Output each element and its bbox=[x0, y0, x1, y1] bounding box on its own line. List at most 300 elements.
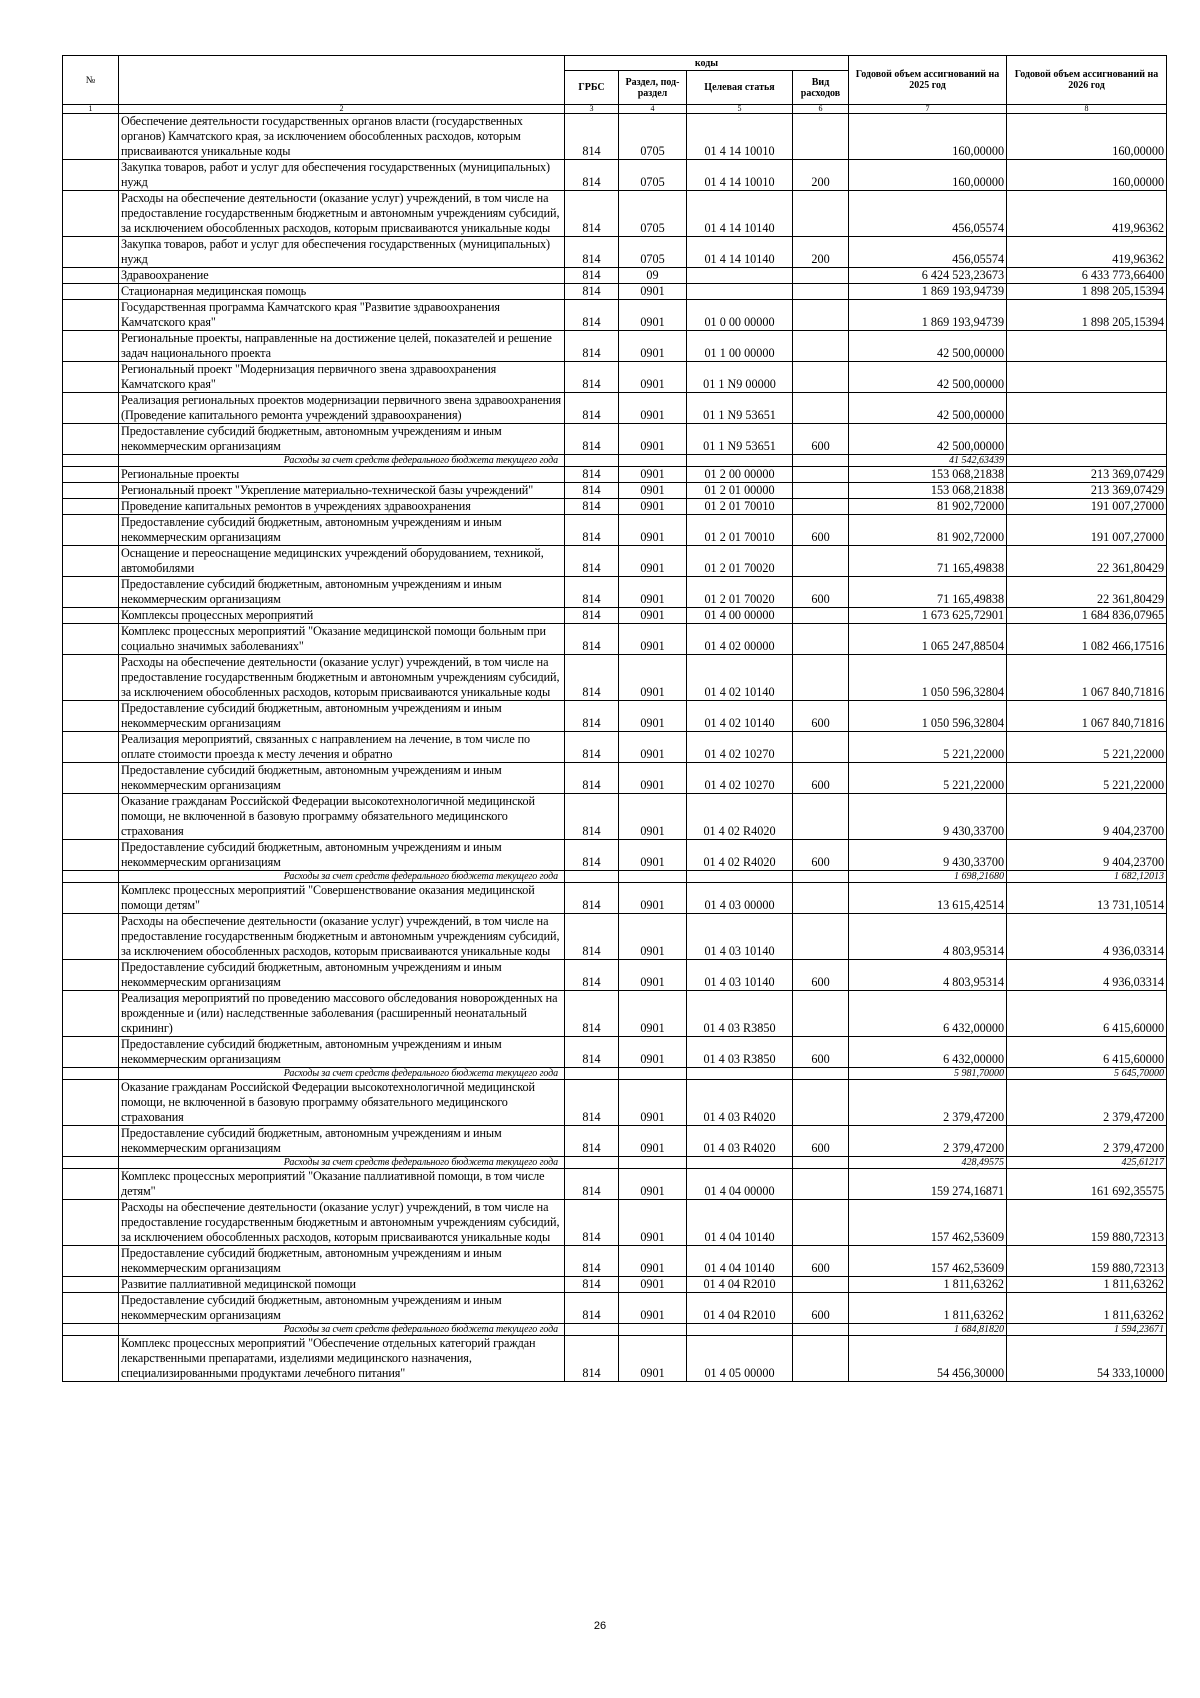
cell-number bbox=[63, 191, 119, 237]
table-row bbox=[63, 883, 1167, 914]
table-row bbox=[63, 160, 1167, 191]
cell-name: Развитие паллиативной медицинской помощи bbox=[119, 1277, 565, 1293]
cell-volume-2026: 1 684 836,07965 bbox=[1007, 608, 1167, 624]
cell-volume-2026: 5 221,22000 bbox=[1007, 732, 1167, 763]
cell-target-article: 01 4 02 10270 bbox=[687, 732, 793, 763]
cell-expense-type: 600 bbox=[793, 424, 849, 455]
cell-number bbox=[63, 883, 119, 914]
table-row bbox=[63, 546, 1167, 577]
cell-section: 0901 bbox=[619, 1037, 687, 1068]
cell-number bbox=[63, 331, 119, 362]
cell-volume-2026: 6 415,60000 bbox=[1007, 1037, 1167, 1068]
table-row bbox=[63, 300, 1167, 331]
cell-section: 0901 bbox=[619, 515, 687, 546]
cell-name: Оказание гражданам Российской Федерации высокотехнологичной медицинской помощи, не включенной в базовую программу обязательного медицинского страхования bbox=[119, 1080, 565, 1126]
cell-volume-2025: 42 500,00000 bbox=[849, 331, 1007, 362]
cell-volume-2025: 1 811,63262 bbox=[849, 1293, 1007, 1324]
cell-target-article: 01 1 N9 00000 bbox=[687, 362, 793, 393]
header-section: Раздел, под-раздел bbox=[619, 71, 687, 105]
cell-grbs: 814 bbox=[565, 883, 619, 914]
cell-volume-2025: 81 902,72000 bbox=[849, 499, 1007, 515]
cell-volume-2026: 1 811,63262 bbox=[1007, 1277, 1167, 1293]
cell-volume-2026: 160,00000 bbox=[1007, 114, 1167, 160]
cell-section: 0901 bbox=[619, 1277, 687, 1293]
cell-section: 0901 bbox=[619, 701, 687, 732]
cell-expense-type bbox=[793, 871, 849, 883]
cell-volume-2026 bbox=[1007, 331, 1167, 362]
cell-volume-2026 bbox=[1007, 362, 1167, 393]
cell-grbs: 814 bbox=[565, 393, 619, 424]
cell-number bbox=[63, 546, 119, 577]
cell-grbs: 814 bbox=[565, 655, 619, 701]
cell-expense-type bbox=[793, 191, 849, 237]
column-number: 1 bbox=[63, 105, 119, 114]
cell-name: Государственная программа Камчатского края "Развитие здравоохранения Камчатского края" bbox=[119, 300, 565, 331]
cell-expense-type: 600 bbox=[793, 960, 849, 991]
cell-number bbox=[63, 1157, 119, 1169]
cell-volume-2025: 1 065 247,88504 bbox=[849, 624, 1007, 655]
cell-section bbox=[619, 1157, 687, 1169]
cell-volume-2025: 4 803,95314 bbox=[849, 914, 1007, 960]
cell-number bbox=[63, 1277, 119, 1293]
cell-section: 0901 bbox=[619, 424, 687, 455]
cell-name: Предоставление субсидий бюджетным, автономным учреждениям и иным некоммерческим организациям bbox=[119, 1293, 565, 1324]
column-number: 2 bbox=[119, 105, 565, 114]
cell-volume-2025: 4 803,95314 bbox=[849, 960, 1007, 991]
cell-section: 0705 bbox=[619, 114, 687, 160]
cell-number bbox=[63, 483, 119, 499]
cell-volume-2026: 213 369,07429 bbox=[1007, 483, 1167, 499]
cell-target-article: 01 4 02 10140 bbox=[687, 655, 793, 701]
cell-number bbox=[63, 393, 119, 424]
cell-grbs: 814 bbox=[565, 1126, 619, 1157]
cell-grbs: 814 bbox=[565, 467, 619, 483]
cell-number bbox=[63, 1068, 119, 1080]
cell-volume-2026: 213 369,07429 bbox=[1007, 467, 1167, 483]
cell-expense-type bbox=[793, 331, 849, 362]
cell-target-article: 01 2 01 70020 bbox=[687, 546, 793, 577]
cell-expense-type: 600 bbox=[793, 1293, 849, 1324]
cell-volume-2025: 6 432,00000 bbox=[849, 1037, 1007, 1068]
cell-grbs bbox=[565, 1157, 619, 1169]
cell-volume-2026 bbox=[1007, 455, 1167, 467]
cell-grbs: 814 bbox=[565, 546, 619, 577]
cell-section bbox=[619, 455, 687, 467]
cell-grbs: 814 bbox=[565, 515, 619, 546]
cell-expense-type bbox=[793, 483, 849, 499]
cell-expense-type bbox=[793, 467, 849, 483]
cell-volume-2026: 159 880,72313 bbox=[1007, 1246, 1167, 1277]
cell-section: 0901 bbox=[619, 499, 687, 515]
cell-name: Предоставление субсидий бюджетным, автономным учреждениям и иным некоммерческим организациям bbox=[119, 1037, 565, 1068]
cell-volume-2026: 419,96362 bbox=[1007, 237, 1167, 268]
table-row bbox=[63, 1200, 1167, 1246]
cell-number bbox=[63, 701, 119, 732]
cell-grbs: 814 bbox=[565, 362, 619, 393]
table-row bbox=[63, 840, 1167, 871]
cell-grbs: 814 bbox=[565, 1336, 619, 1382]
cell-volume-2026: 6 433 773,66400 bbox=[1007, 268, 1167, 284]
cell-name: Региональные проекты, направленные на достижение целей, показателей и решение задач национального проекта bbox=[119, 331, 565, 362]
cell-number bbox=[63, 1246, 119, 1277]
cell-number bbox=[63, 1037, 119, 1068]
table-row bbox=[63, 624, 1167, 655]
cell-name: Комплекс процессных мероприятий "Оказание паллиативной помощи, в том числе детям" bbox=[119, 1169, 565, 1200]
cell-name: Расходы за счет средств федерального бюджета текущего года bbox=[119, 1068, 565, 1080]
table-row bbox=[63, 914, 1167, 960]
cell-expense-type: 600 bbox=[793, 1126, 849, 1157]
cell-number bbox=[63, 455, 119, 467]
cell-volume-2026: 5 221,22000 bbox=[1007, 763, 1167, 794]
cell-volume-2026: 419,96362 bbox=[1007, 191, 1167, 237]
column-number-row bbox=[63, 105, 1167, 114]
cell-expense-type: 600 bbox=[793, 515, 849, 546]
cell-volume-2026: 1 594,23671 bbox=[1007, 1324, 1167, 1336]
cell-number bbox=[63, 300, 119, 331]
cell-volume-2025: 41 542,63439 bbox=[849, 455, 1007, 467]
table-row bbox=[63, 483, 1167, 499]
cell-volume-2025: 71 165,49838 bbox=[849, 546, 1007, 577]
cell-name: Расходы на обеспечение деятельности (оказание услуг) учреждений, в том числе на предоставление государственным бюджетным и автономным учреждениям субсидий, за исключением обособленных расходов, которым присваиваются уникальные коды bbox=[119, 914, 565, 960]
cell-number bbox=[63, 960, 119, 991]
cell-section: 0901 bbox=[619, 284, 687, 300]
cell-name: Стационарная медицинская помощь bbox=[119, 284, 565, 300]
cell-volume-2026: 1 082 466,17516 bbox=[1007, 624, 1167, 655]
budget-table bbox=[62, 55, 1167, 1382]
cell-grbs: 814 bbox=[565, 840, 619, 871]
cell-grbs: 814 bbox=[565, 991, 619, 1037]
cell-name: Закупка товаров, работ и услуг для обеспечения государственных (муниципальных) нужд bbox=[119, 237, 565, 268]
cell-target-article: 01 1 00 00000 bbox=[687, 331, 793, 362]
cell-target-article: 01 4 02 R4020 bbox=[687, 794, 793, 840]
cell-number bbox=[63, 624, 119, 655]
cell-section: 0901 bbox=[619, 840, 687, 871]
page-number: 26 bbox=[593, 1620, 607, 1632]
cell-expense-type bbox=[793, 1336, 849, 1382]
cell-expense-type bbox=[793, 1169, 849, 1200]
cell-target-article: 01 4 03 R3850 bbox=[687, 1037, 793, 1068]
table-row bbox=[63, 284, 1167, 300]
cell-expense-type bbox=[793, 914, 849, 960]
federal-budget-row bbox=[63, 1157, 1167, 1169]
cell-name: Предоставление субсидий бюджетным, автономным учреждениям и иным некоммерческим организациям bbox=[119, 424, 565, 455]
table-body bbox=[63, 114, 1167, 1382]
cell-volume-2025: 5 981,70000 bbox=[849, 1068, 1007, 1080]
header-volume-2026: Годовой объем ассигнований на 2026 год bbox=[1007, 56, 1167, 105]
cell-volume-2025: 1 811,63262 bbox=[849, 1277, 1007, 1293]
federal-budget-row bbox=[63, 871, 1167, 883]
cell-name: Региональный проект "Укрепление материально-технической базы учреждений" bbox=[119, 483, 565, 499]
table-row bbox=[63, 763, 1167, 794]
cell-name: Обеспечение деятельности государственных органов власти (государственных органов) Камчатского края, за исключением обособленных расходов, которым присваиваются уникальные коды bbox=[119, 114, 565, 160]
table-row bbox=[63, 608, 1167, 624]
cell-volume-2025: 81 902,72000 bbox=[849, 515, 1007, 546]
cell-section bbox=[619, 1324, 687, 1336]
table-row bbox=[63, 499, 1167, 515]
cell-target-article: 01 2 01 70010 bbox=[687, 499, 793, 515]
cell-section: 0901 bbox=[619, 1169, 687, 1200]
cell-volume-2025: 5 221,22000 bbox=[849, 763, 1007, 794]
cell-section bbox=[619, 1068, 687, 1080]
cell-number bbox=[63, 1324, 119, 1336]
table-row bbox=[63, 1080, 1167, 1126]
cell-target-article: 01 0 00 00000 bbox=[687, 300, 793, 331]
cell-name: Расходы за счет средств федерального бюджета текущего года bbox=[119, 1324, 565, 1336]
cell-section: 0901 bbox=[619, 914, 687, 960]
cell-number bbox=[63, 577, 119, 608]
cell-volume-2026: 22 361,80429 bbox=[1007, 577, 1167, 608]
cell-expense-type: 200 bbox=[793, 160, 849, 191]
cell-target-article bbox=[687, 455, 793, 467]
cell-section: 0705 bbox=[619, 237, 687, 268]
cell-section: 0901 bbox=[619, 883, 687, 914]
cell-name: Комплекс процессных мероприятий "Совершенствование оказания медицинской помощи детям" bbox=[119, 883, 565, 914]
cell-volume-2026: 191 007,27000 bbox=[1007, 499, 1167, 515]
cell-target-article bbox=[687, 268, 793, 284]
cell-target-article: 01 4 04 10140 bbox=[687, 1200, 793, 1246]
cell-section: 0901 bbox=[619, 763, 687, 794]
cell-section: 0901 bbox=[619, 794, 687, 840]
federal-budget-row bbox=[63, 1068, 1167, 1080]
cell-grbs: 814 bbox=[565, 701, 619, 732]
table-row bbox=[63, 1169, 1167, 1200]
cell-expense-type bbox=[793, 991, 849, 1037]
cell-volume-2026: 191 007,27000 bbox=[1007, 515, 1167, 546]
cell-target-article: 01 4 03 R4020 bbox=[687, 1126, 793, 1157]
cell-volume-2025: 1 869 193,94739 bbox=[849, 284, 1007, 300]
cell-target-article: 01 4 14 10010 bbox=[687, 114, 793, 160]
cell-target-article: 01 1 N9 53651 bbox=[687, 393, 793, 424]
table-row bbox=[63, 268, 1167, 284]
cell-target-article: 01 4 05 00000 bbox=[687, 1336, 793, 1382]
cell-volume-2025: 153 068,21838 bbox=[849, 467, 1007, 483]
cell-target-article bbox=[687, 1157, 793, 1169]
table-row bbox=[63, 114, 1167, 160]
cell-number bbox=[63, 160, 119, 191]
cell-name: Реализация мероприятий, связанных с направлением на лечение, в том числе по оплате стоимости проезда к месту лечения и обратно bbox=[119, 732, 565, 763]
cell-number bbox=[63, 1336, 119, 1382]
cell-grbs: 814 bbox=[565, 499, 619, 515]
federal-budget-row bbox=[63, 455, 1167, 467]
table-row bbox=[63, 1246, 1167, 1277]
cell-name: Предоставление субсидий бюджетным, автономным учреждениям и иным некоммерческим организациям bbox=[119, 960, 565, 991]
cell-number bbox=[63, 732, 119, 763]
cell-target-article: 01 2 01 70010 bbox=[687, 515, 793, 546]
cell-grbs: 814 bbox=[565, 268, 619, 284]
cell-expense-type bbox=[793, 546, 849, 577]
cell-volume-2026 bbox=[1007, 393, 1167, 424]
cell-expense-type bbox=[793, 1068, 849, 1080]
cell-name: Реализация региональных проектов модернизации первичного звена здравоохранения (Проведение капитального ремонта учреждений здравоохранения) bbox=[119, 393, 565, 424]
cell-section: 0901 bbox=[619, 624, 687, 655]
cell-volume-2026: 425,61217 bbox=[1007, 1157, 1167, 1169]
cell-target-article: 01 4 03 R4020 bbox=[687, 1080, 793, 1126]
cell-name: Предоставление субсидий бюджетным, автономным учреждениям и иным некоммерческим организациям bbox=[119, 701, 565, 732]
cell-number bbox=[63, 515, 119, 546]
cell-expense-type bbox=[793, 362, 849, 393]
cell-volume-2025: 160,00000 bbox=[849, 114, 1007, 160]
table-row bbox=[63, 701, 1167, 732]
cell-section: 0901 bbox=[619, 393, 687, 424]
cell-section: 0901 bbox=[619, 1126, 687, 1157]
cell-target-article bbox=[687, 871, 793, 883]
cell-volume-2026: 5 645,70000 bbox=[1007, 1068, 1167, 1080]
cell-expense-type bbox=[793, 655, 849, 701]
cell-volume-2025: 456,05574 bbox=[849, 191, 1007, 237]
cell-expense-type bbox=[793, 624, 849, 655]
cell-volume-2025: 159 274,16871 bbox=[849, 1169, 1007, 1200]
cell-expense-type: 600 bbox=[793, 701, 849, 732]
cell-grbs: 814 bbox=[565, 331, 619, 362]
table-row bbox=[63, 191, 1167, 237]
cell-grbs: 814 bbox=[565, 608, 619, 624]
cell-grbs bbox=[565, 1068, 619, 1080]
cell-name: Проведение капитальных ремонтов в учреждениях здравоохранения bbox=[119, 499, 565, 515]
cell-grbs: 814 bbox=[565, 577, 619, 608]
cell-target-article bbox=[687, 1324, 793, 1336]
table-row bbox=[63, 794, 1167, 840]
cell-volume-2025: 1 673 625,72901 bbox=[849, 608, 1007, 624]
cell-expense-type bbox=[793, 883, 849, 914]
cell-volume-2026: 1 898 205,15394 bbox=[1007, 284, 1167, 300]
cell-volume-2025: 2 379,47200 bbox=[849, 1080, 1007, 1126]
cell-target-article bbox=[687, 1068, 793, 1080]
header-codes: коды bbox=[565, 56, 849, 71]
header-name bbox=[119, 56, 565, 105]
cell-volume-2025: 54 456,30000 bbox=[849, 1336, 1007, 1382]
table-row bbox=[63, 1037, 1167, 1068]
table-row bbox=[63, 1126, 1167, 1157]
federal-budget-row bbox=[63, 1324, 1167, 1336]
cell-expense-type: 600 bbox=[793, 840, 849, 871]
table-row bbox=[63, 991, 1167, 1037]
cell-name: Здравоохранение bbox=[119, 268, 565, 284]
cell-expense-type: 600 bbox=[793, 1037, 849, 1068]
cell-name: Комплекс процессных мероприятий "Обеспечение отдельных категорий граждан лекарственными препаратами, изделиями медицинского назначения, специализированными продуктами лечебного питания" bbox=[119, 1336, 565, 1382]
cell-section: 0901 bbox=[619, 577, 687, 608]
cell-volume-2025: 160,00000 bbox=[849, 160, 1007, 191]
cell-expense-type bbox=[793, 284, 849, 300]
cell-name: Предоставление субсидий бюджетным, автономным учреждениям и иным некоммерческим организациям bbox=[119, 1246, 565, 1277]
cell-volume-2025: 42 500,00000 bbox=[849, 393, 1007, 424]
cell-number bbox=[63, 1293, 119, 1324]
cell-volume-2025: 456,05574 bbox=[849, 237, 1007, 268]
cell-name: Предоставление субсидий бюджетным, автономным учреждениям и иным некоммерческим организациям bbox=[119, 577, 565, 608]
cell-section: 0901 bbox=[619, 1336, 687, 1382]
column-number: 6 bbox=[793, 105, 849, 114]
cell-target-article: 01 4 02 R4020 bbox=[687, 840, 793, 871]
cell-section: 09 bbox=[619, 268, 687, 284]
cell-volume-2026: 2 379,47200 bbox=[1007, 1080, 1167, 1126]
cell-name: Комплекс процессных мероприятий "Оказание медицинской помощи больным при социально значимых заболеваниях" bbox=[119, 624, 565, 655]
header-expense-type: Вид расходов bbox=[793, 71, 849, 105]
cell-name: Расходы на обеспечение деятельности (оказание услуг) учреждений, в том числе на предоставление государственным бюджетным и автономным учреждениям субсидий, за исключением обособленных расходов, которым присваиваются уникальные коды bbox=[119, 191, 565, 237]
cell-volume-2025: 9 430,33700 bbox=[849, 840, 1007, 871]
cell-volume-2026: 160,00000 bbox=[1007, 160, 1167, 191]
cell-expense-type bbox=[793, 1277, 849, 1293]
cell-number bbox=[63, 284, 119, 300]
cell-section: 0901 bbox=[619, 331, 687, 362]
cell-grbs: 814 bbox=[565, 1037, 619, 1068]
cell-target-article: 01 4 04 00000 bbox=[687, 1169, 793, 1200]
cell-grbs: 814 bbox=[565, 237, 619, 268]
cell-volume-2025: 6 432,00000 bbox=[849, 991, 1007, 1037]
table-row bbox=[63, 331, 1167, 362]
cell-section: 0705 bbox=[619, 160, 687, 191]
cell-number bbox=[63, 1080, 119, 1126]
cell-grbs: 814 bbox=[565, 1293, 619, 1324]
cell-volume-2025: 153 068,21838 bbox=[849, 483, 1007, 499]
cell-volume-2026: 4 936,03314 bbox=[1007, 914, 1167, 960]
table-row bbox=[63, 467, 1167, 483]
cell-expense-type bbox=[793, 268, 849, 284]
cell-target-article: 01 4 04 R2010 bbox=[687, 1277, 793, 1293]
cell-grbs: 814 bbox=[565, 160, 619, 191]
cell-grbs: 814 bbox=[565, 960, 619, 991]
cell-grbs: 814 bbox=[565, 1169, 619, 1200]
cell-target-article: 01 4 14 10010 bbox=[687, 160, 793, 191]
cell-grbs: 814 bbox=[565, 114, 619, 160]
table-row bbox=[63, 362, 1167, 393]
cell-number bbox=[63, 763, 119, 794]
cell-volume-2026: 54 333,10000 bbox=[1007, 1336, 1167, 1382]
cell-number bbox=[63, 794, 119, 840]
cell-number bbox=[63, 114, 119, 160]
cell-target-article: 01 4 04 10140 bbox=[687, 1246, 793, 1277]
cell-volume-2026: 9 404,23700 bbox=[1007, 794, 1167, 840]
cell-volume-2025: 42 500,00000 bbox=[849, 362, 1007, 393]
cell-section: 0901 bbox=[619, 467, 687, 483]
cell-volume-2025: 1 869 193,94739 bbox=[849, 300, 1007, 331]
cell-expense-type bbox=[793, 114, 849, 160]
table-row bbox=[63, 577, 1167, 608]
cell-expense-type bbox=[793, 1200, 849, 1246]
cell-name: Закупка товаров, работ и услуг для обеспечения государственных (муниципальных) нужд bbox=[119, 160, 565, 191]
cell-section: 0705 bbox=[619, 191, 687, 237]
cell-expense-type: 600 bbox=[793, 763, 849, 794]
cell-name: Оснащение и переоснащение медицинских учреждений оборудованием, техникой, автомобилями bbox=[119, 546, 565, 577]
cell-volume-2025: 9 430,33700 bbox=[849, 794, 1007, 840]
cell-volume-2025: 157 462,53609 bbox=[849, 1246, 1007, 1277]
cell-grbs: 814 bbox=[565, 191, 619, 237]
cell-number bbox=[63, 237, 119, 268]
cell-name: Региональный проект "Модернизация первичного звена здравоохранения Камчатского края" bbox=[119, 362, 565, 393]
cell-expense-type bbox=[793, 732, 849, 763]
table-row bbox=[63, 1277, 1167, 1293]
cell-expense-type bbox=[793, 455, 849, 467]
cell-number bbox=[63, 424, 119, 455]
table-row bbox=[63, 1293, 1167, 1324]
cell-name: Реализация мероприятий по проведению массового обследования новорожденных на врожденные и (или) наследственные заболевания (расширенный неонатальный скрининг) bbox=[119, 991, 565, 1037]
cell-expense-type: 600 bbox=[793, 1246, 849, 1277]
cell-number bbox=[63, 914, 119, 960]
cell-volume-2026: 4 936,03314 bbox=[1007, 960, 1167, 991]
cell-grbs: 814 bbox=[565, 1246, 619, 1277]
cell-target-article: 01 4 03 00000 bbox=[687, 883, 793, 914]
cell-number bbox=[63, 268, 119, 284]
cell-name: Расходы за счет средств федерального бюджета текущего года bbox=[119, 1157, 565, 1169]
cell-volume-2025: 1 684,81820 bbox=[849, 1324, 1007, 1336]
table-row bbox=[63, 515, 1167, 546]
cell-target-article: 01 4 03 10140 bbox=[687, 960, 793, 991]
cell-number bbox=[63, 1126, 119, 1157]
cell-volume-2026: 1 898 205,15394 bbox=[1007, 300, 1167, 331]
cell-name: Комплексы процессных мероприятий bbox=[119, 608, 565, 624]
cell-volume-2026: 9 404,23700 bbox=[1007, 840, 1167, 871]
cell-volume-2026: 6 415,60000 bbox=[1007, 991, 1167, 1037]
cell-target-article: 01 4 02 10270 bbox=[687, 763, 793, 794]
budget-table-sheet bbox=[62, 55, 1166, 1382]
